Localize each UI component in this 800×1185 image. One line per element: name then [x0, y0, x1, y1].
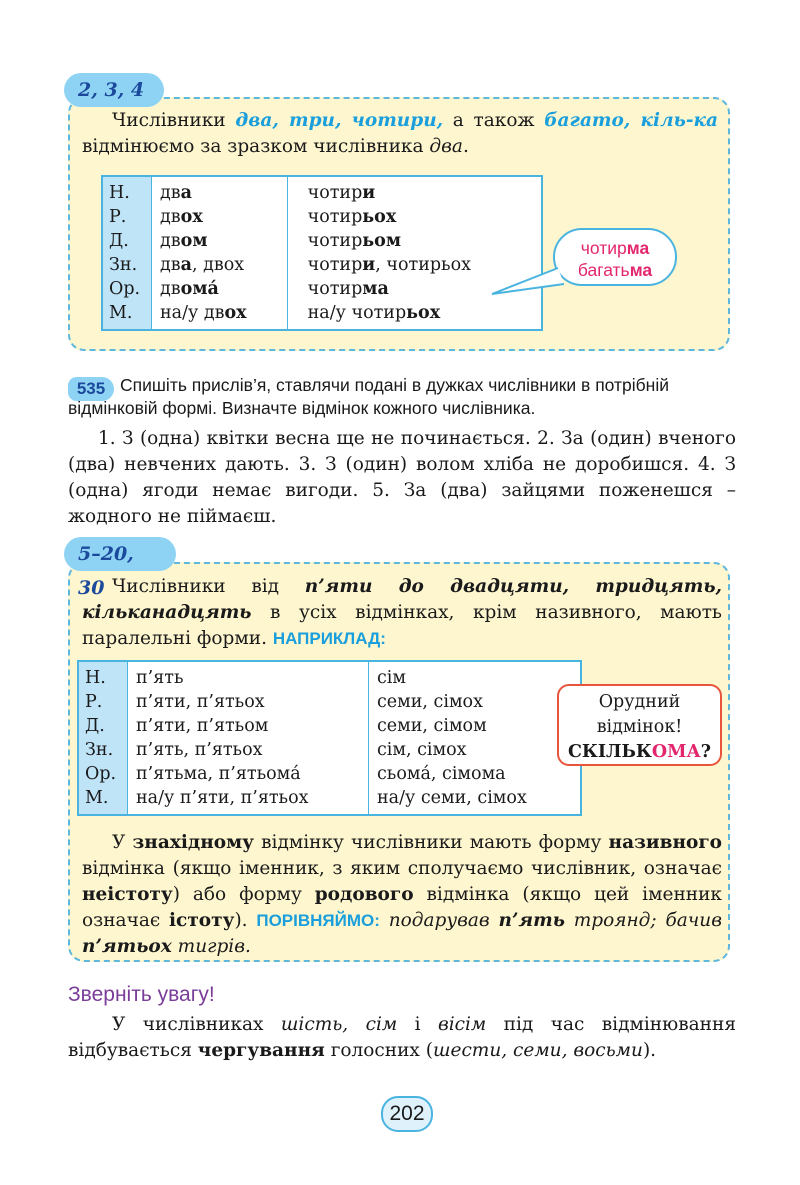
- attention-text: У числівниках шість, сім і вісім під час відмінювання відбувається чергування голосних (шести, семи, восьми).: [68, 1014, 736, 1061]
- case-label: Д.: [78, 714, 128, 738]
- table-row: [78, 762, 581, 786]
- table-row: [102, 253, 542, 277]
- table-row: [78, 714, 581, 738]
- rule-tag-5-20-30: 5–20, 30: [64, 537, 176, 571]
- declension-table-dva-chotyry: [101, 175, 543, 331]
- rule-text-5-20-30: Числівники від п’яти до двадцяти, тридцять, кільканадцять в усіх відмінках, крім називного, мають паралельні форми. НАПРИКЛАД:: [82, 576, 722, 649]
- form-cell: сім: [368, 661, 581, 690]
- speech-bubble-instrumental: чотирма багатьма: [553, 228, 677, 286]
- declension-table-pyat-sim: [77, 660, 582, 816]
- form-cell: чотири, чотирьох: [287, 253, 542, 277]
- table-row: [102, 176, 542, 205]
- form-cell: два, двох: [152, 253, 288, 277]
- case-label: М.: [102, 301, 152, 330]
- case-label: Н.: [78, 661, 128, 690]
- form-cell: п’яти, п’ятьом: [128, 714, 369, 738]
- form-cell: на/у семи, сімох: [368, 786, 581, 815]
- form-cell: на/у двох: [152, 301, 288, 330]
- case-label: Н.: [102, 176, 152, 205]
- rule-tag-2-3-4: 2, 3, 4: [64, 73, 164, 107]
- form-cell: п’яти, п’ятьох: [128, 690, 369, 714]
- page-number: 202: [381, 1096, 433, 1132]
- form-cell: семи, сімом: [368, 714, 581, 738]
- table-row: [78, 690, 581, 714]
- rule-text-2-3-4: Числівники два, три, чотири, а також багато, кіль-ка відмінюємо за зразком числівника два.: [82, 110, 719, 157]
- table-row: [78, 738, 581, 762]
- form-cell: семи, сімох: [368, 690, 581, 714]
- form-cell: сім, сімох: [368, 738, 581, 762]
- table-row: [102, 229, 542, 253]
- accusative-note: У знахідному відмінку числівники мають форму називного відмінка (якщо іменник, з яким сполучаємо числівник, означає неістоту) або форму родового відмінка (якщо цей іменник означає істоту). ПОРІВНЯЙМО: подарував п’ять троянд; бачив п’ятьох тигрів.: [82, 832, 723, 957]
- case-label: Д.: [102, 229, 152, 253]
- table-row: [102, 301, 542, 330]
- form-cell: два: [152, 176, 288, 205]
- form-cell: двомá: [152, 277, 288, 301]
- attention-heading: Зверніть увагу!: [68, 983, 215, 1006]
- case-label: Ор.: [78, 762, 128, 786]
- bubble-pointer: [480, 262, 570, 302]
- table-row: [78, 661, 581, 690]
- form-cell: п’ять, п’ятьох: [128, 738, 369, 762]
- case-label: Р.: [78, 690, 128, 714]
- exercise-number: 535: [68, 377, 114, 401]
- form-cell: чотирьом: [287, 229, 542, 253]
- case-label: Ор.: [102, 277, 152, 301]
- table-row: [102, 277, 542, 301]
- form-cell: на/у чотирьох: [287, 301, 542, 330]
- exercise-text: 1. З (одна) квітки весна ще не починається. 2. За (один) вченого (два) невчених дають. 3. З (один) волом хліба не доробишся. 4. З (одна) ягоди немає вигоди. 5. За (два) зайцями поженешся – жодного не піймаєш.: [68, 428, 736, 527]
- form-cell: п’ять: [128, 661, 369, 690]
- case-label: Зн.: [102, 253, 152, 277]
- case-label: Р.: [102, 205, 152, 229]
- form-cell: чотирьох: [287, 205, 542, 229]
- case-label: М.: [78, 786, 128, 815]
- form-cell: двох: [152, 205, 288, 229]
- exercise-task: Спишіть прислів’я, ставлячи подані в дужках числівники в потрібній відмінковій формі. Визначте відмінок кожного числівника.: [68, 375, 670, 418]
- form-cell: чотирма: [287, 277, 542, 301]
- form-cell: двом: [152, 229, 288, 253]
- table-row: [102, 205, 542, 229]
- instrumental-note-card: Орудний відмінок! СКІЛЬКОМА?: [557, 684, 722, 766]
- form-cell: п’ятьма, п’ятьомá: [128, 762, 369, 786]
- form-cell: чотири: [287, 176, 542, 205]
- form-cell: на/у п’яти, п’ятьох: [128, 786, 369, 815]
- case-label: Зн.: [78, 738, 128, 762]
- form-cell: сьомá, сімома: [368, 762, 581, 786]
- table-row: [78, 786, 581, 815]
